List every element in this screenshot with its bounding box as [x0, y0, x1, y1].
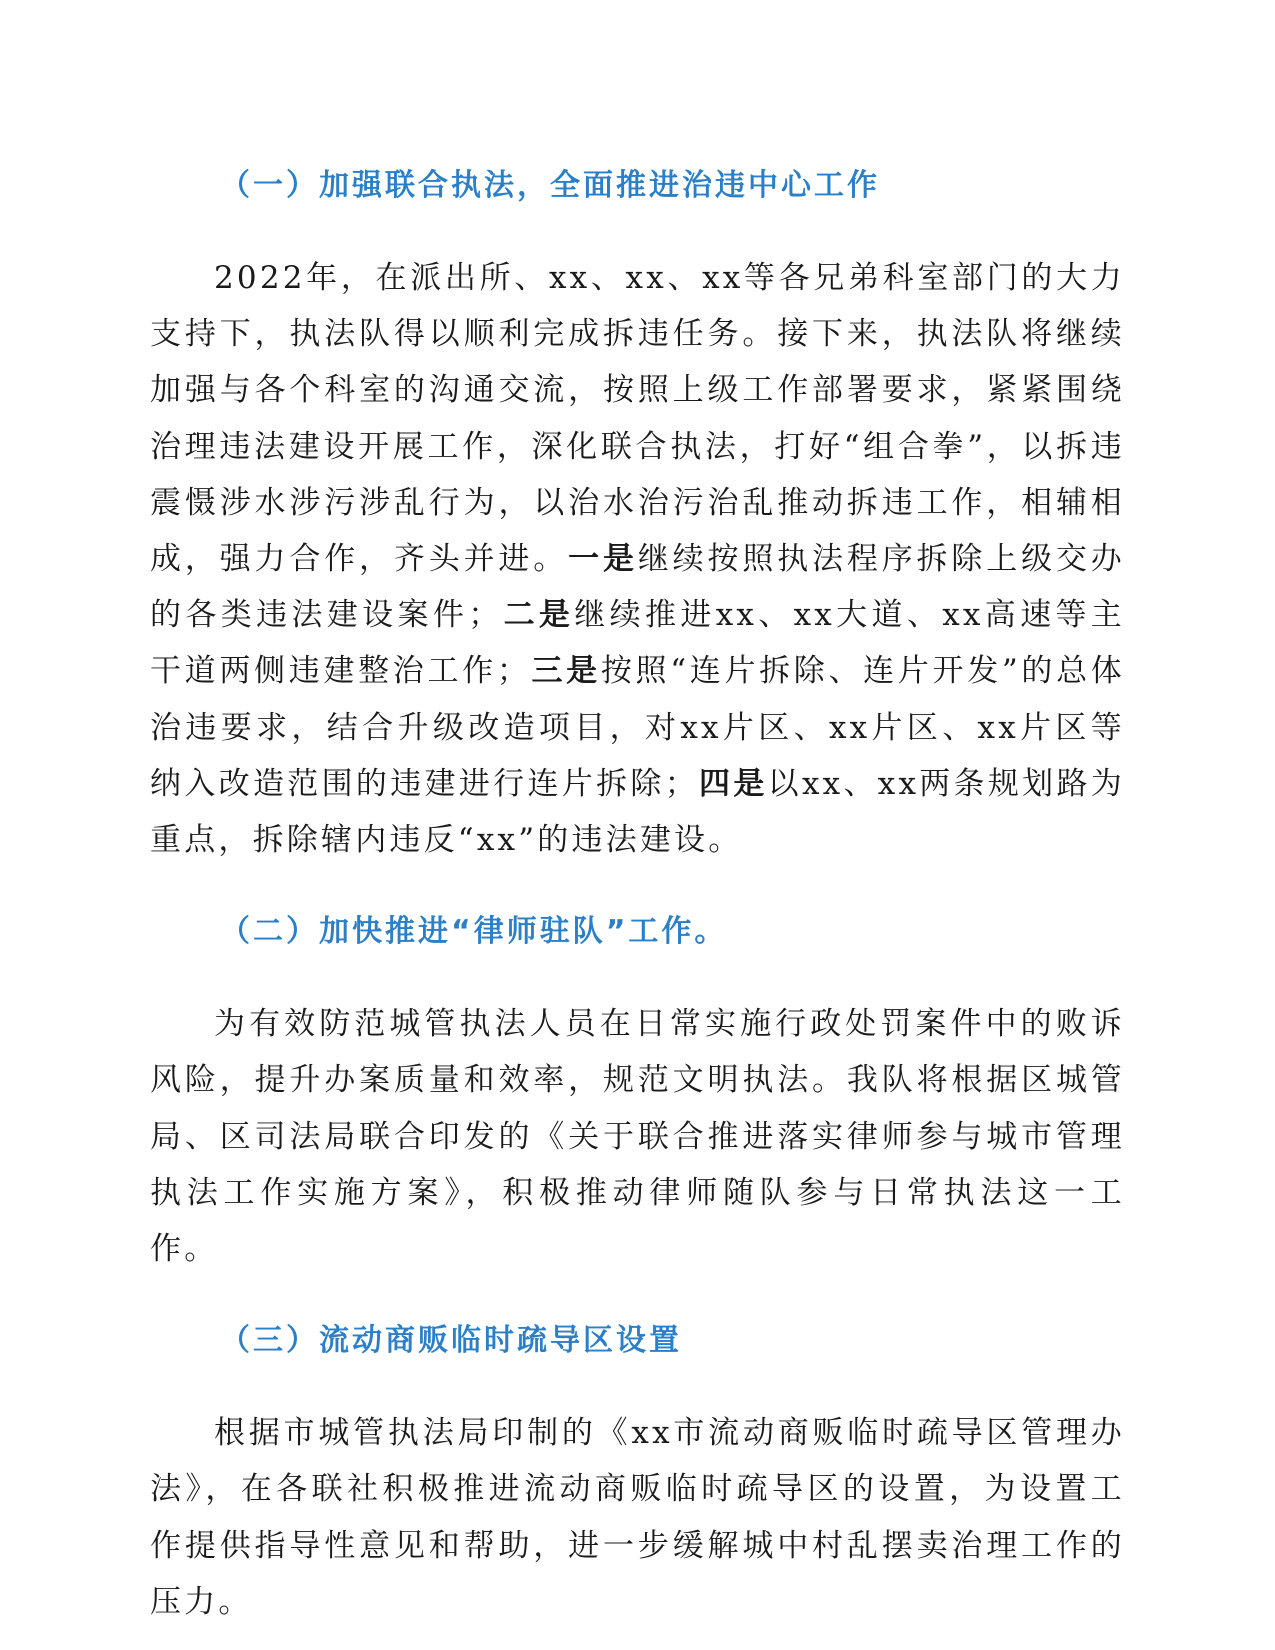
- section-paragraph-3: 根据市城管执法局印制的《xx市流动商贩临时疏导区管理办法》，在各联社积极推进流动商贩临时疏导区的设置，为设置工作提供指导性意见和帮助，进一步缓解城中村乱摆卖治理工作的压力。: [150, 1415, 1125, 1620]
- emphasis-first: 一是: [568, 541, 638, 578]
- section-heading-3: （三）流动商贩临时疏导区设置: [220, 1323, 682, 1359]
- emphasis-second: 二是: [502, 597, 575, 634]
- section-heading-2: （二）加快推进“律师驻队”工作。: [220, 914, 728, 950]
- section-heading-1: （一）加强联合执法，全面推进治违中心工作: [220, 168, 880, 203]
- paragraph-text: 2022年，在派出所、xx、xx、xx等各兄弟科室部门的大力支持下，执法队得以顺利完成拆违任务。接下来，执法队将继续加强与各个科室的沟通交流，按照上级工作部署要求，紧紧围绕治理违法建设开展工作，深化联合执法，打好“组合拳”，以拆违震慑涉水涉污涉乱行为，以治水治污治乱推动拆违工作，相辅相成，强力合作，齐头并进。: [150, 260, 1125, 578]
- section-paragraph-1: [150, 250, 1125, 868]
- paragraph-text: 继续按照执法程序拆除上级交办的各类违法建设案件；: [150, 541, 1125, 634]
- section-paragraph-2: 为有效防范城管执法人员在日常实施行政处罚案件中的败诉风险，提升办案质量和效率，规范文明执法。我队将根据区城管局、区司法局联合印发的《关于联合推进落实律师参与城市管理执法工作实施方案》，积极推动律师随队参与日常执法这一工作。: [150, 1006, 1125, 1268]
- paragraph-text: 继续推进xx、xx大道、xx高速等主干道两侧违建整治工作；: [150, 597, 1125, 690]
- paragraph-text: 以xx、xx两条规划路为重点，拆除辖内违反“xx”的违法建设。: [150, 765, 1126, 859]
- emphasis-third: 三是: [531, 653, 601, 690]
- paragraph-text: 按照“连片拆除、连片开发”的总体治违要求，结合升级改造项目，对xx片区、xx片区、xx片区等纳入改造范围的违建进行连片拆除；: [150, 653, 1125, 802]
- emphasis-fourth: 四是: [698, 765, 768, 802]
- document-body: [150, 158, 1125, 1630]
